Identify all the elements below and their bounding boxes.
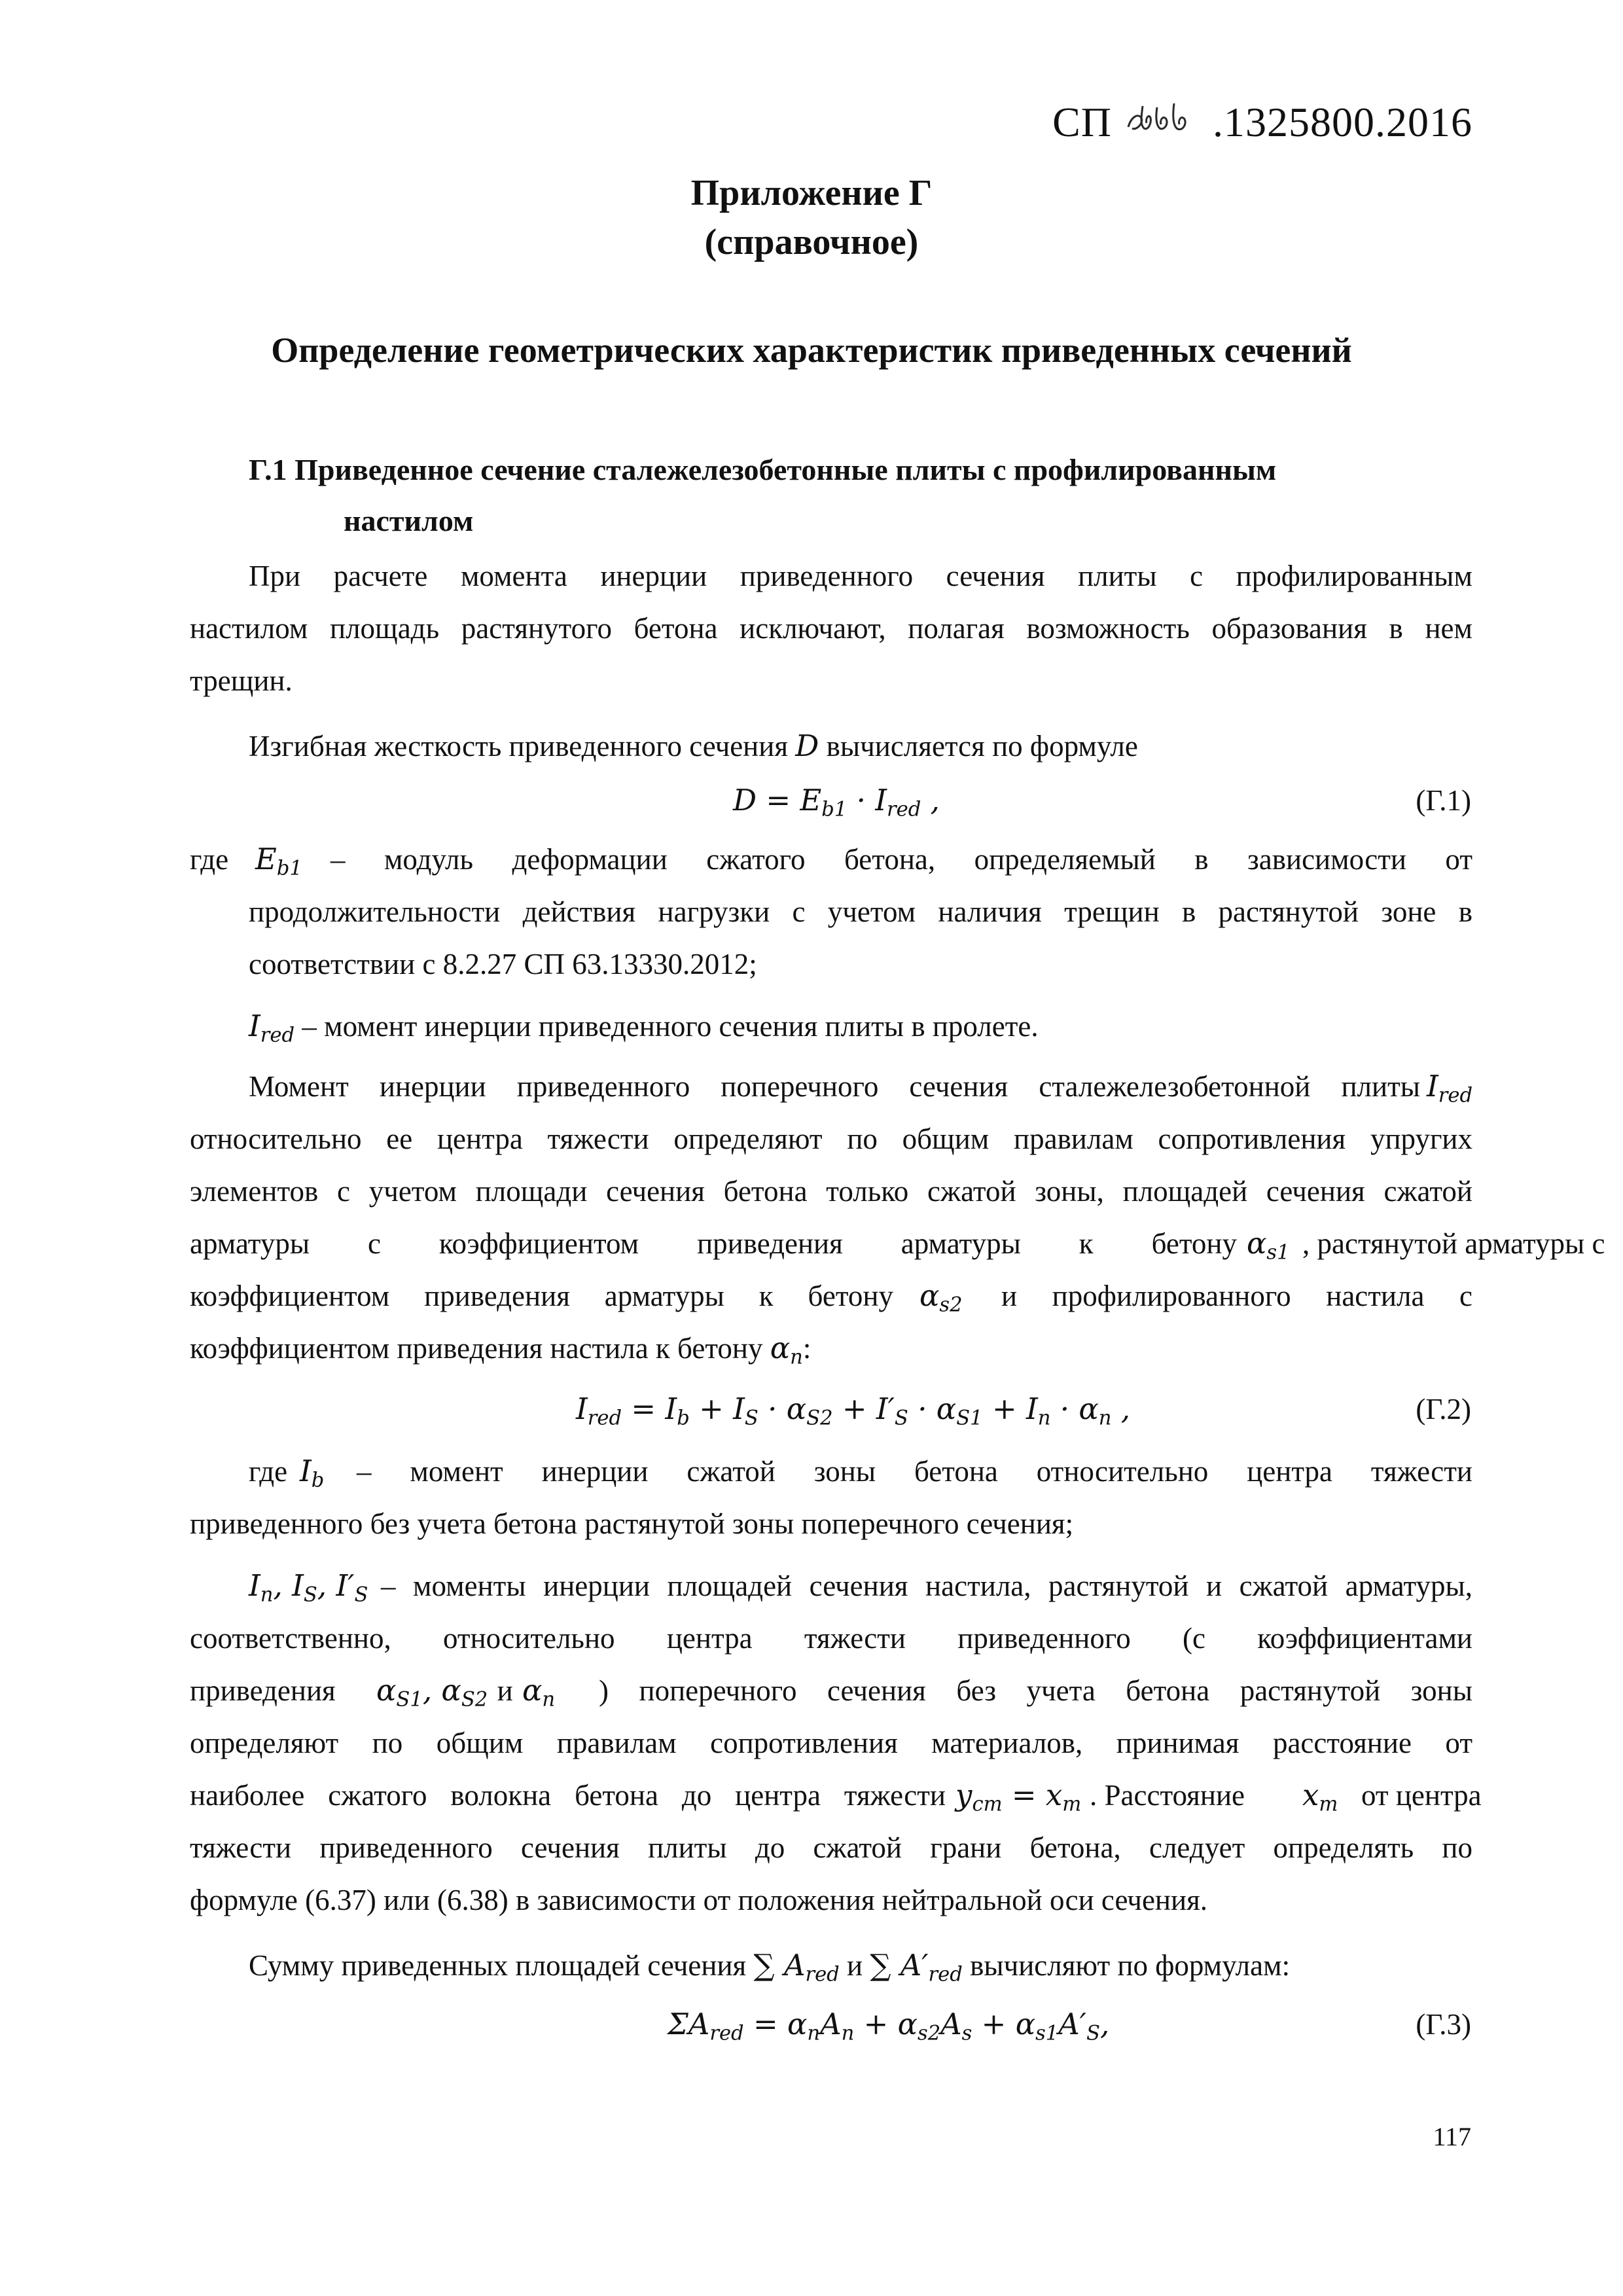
p3-l6b: : bbox=[802, 1332, 812, 1365]
paragraph-4-line-1: – моменты инерции площадей сечения настила, растянутой и сжатой арматуры, bbox=[381, 1570, 1472, 1602]
p3-l5-var bbox=[919, 1278, 963, 1317]
paragraph-2 bbox=[249, 728, 1138, 764]
paragraph-4-line-4: определяют по общим правилам сопротивления материалов, принимая расстояние от bbox=[190, 1727, 1472, 1759]
p3-l4-var bbox=[1247, 1225, 1290, 1265]
where2-text: – момент инерции приведенного сечения плиты в пролете. bbox=[294, 1010, 1039, 1043]
paragraph-1-line-1: При расчете момента инерции приведенного сечения плиты с профилированным bbox=[249, 560, 1472, 592]
where1-var-sub: b1 bbox=[276, 857, 302, 880]
eq1-sub2: red bbox=[887, 798, 921, 821]
code-suffix: .1325800.2016 bbox=[1213, 99, 1472, 145]
where3-label: где bbox=[249, 1455, 288, 1488]
where-label: где bbox=[190, 843, 229, 876]
eq1-text: D = E bbox=[733, 783, 822, 817]
paragraph-1-line-3: трещин. bbox=[190, 664, 293, 697]
eq1-sub1: b1 bbox=[821, 798, 847, 821]
paragraph-4-line-5c: от центра bbox=[1361, 1779, 1482, 1812]
where3-var bbox=[300, 1453, 324, 1490]
paragraph-4-line-3b: ) поперечного сечения без учета бетона растянутой зоны bbox=[599, 1674, 1472, 1707]
equation-3: $\Sigma A_{red} = \alpha_nA_n + \alpha_{s2}A_s + \alpha_{s1}A'_S$, bbox=[668, 2007, 1110, 2045]
where1-var-letter: E bbox=[255, 842, 277, 876]
p5-a: Сумму приведенных площадей сечения bbox=[249, 1949, 754, 1982]
where2-var-sub: red bbox=[260, 1024, 295, 1047]
where1-var bbox=[255, 841, 302, 878]
document-code bbox=[1052, 98, 1472, 145]
equation-1 bbox=[733, 782, 940, 819]
equation-1-number: (Г.1) bbox=[1416, 784, 1471, 817]
where3-line-1: – момент инерции сжатой зоны бетона относительно центра тяжести bbox=[357, 1455, 1472, 1488]
p2-var: D bbox=[795, 728, 819, 763]
where2-var: I bbox=[249, 1009, 260, 1043]
where1-line-3: соответствии с 8.2.27 СП 63.13330.2012; bbox=[249, 948, 757, 980]
p4-l3-vars: $\alpha_{S1}$, $\alpha_{S2}$ и $\alpha_n$ bbox=[376, 1673, 556, 1712]
paragraph-4-line-3a: приведения bbox=[190, 1674, 336, 1707]
handwritten-number bbox=[1123, 98, 1202, 137]
paragraph-3-line-4a: арматуры с коэффициентом приведения арматуры к бетону bbox=[190, 1227, 1237, 1260]
p5-sum1: ∑ $A_{red}$ bbox=[753, 1948, 840, 1986]
p3-l6-var-sub: n bbox=[790, 1346, 803, 1369]
eq1-mid: · I bbox=[847, 783, 887, 817]
p2-before: Изгибная жесткость приведенного сечения bbox=[249, 730, 796, 762]
paragraph-3-line-6 bbox=[190, 1330, 811, 1367]
appendix-subtitle: (справочное) bbox=[704, 222, 919, 262]
p4-l5-var: $x_m$ bbox=[1302, 1778, 1338, 1816]
p3-l6-var: α bbox=[770, 1331, 791, 1365]
p3-l4-var-letter: α bbox=[1247, 1226, 1267, 1261]
handwritten-signature-icon bbox=[1123, 98, 1202, 140]
paragraph-3-line-4b: , растянутой арматуры с bbox=[1302, 1227, 1605, 1260]
where2 bbox=[249, 1008, 1039, 1045]
p2-after: вычисляется по формуле bbox=[819, 730, 1138, 762]
equation-2-number: (Г.2) bbox=[1416, 1393, 1471, 1426]
paragraph-4-line-5a: наиболее сжатого волокна бетона до центра тяжести bbox=[190, 1779, 946, 1812]
paragraph-3-line-5a: коэффициентом приведения арматуры к бетону bbox=[190, 1280, 893, 1312]
paragraph-4-line-5b: . Расстояние bbox=[1090, 1779, 1245, 1812]
subsection-heading-line1: Г.1 Приведенное сечение сталежелезобетонные плиты с профилированным bbox=[249, 453, 1277, 486]
where1-line-1: – модуль деформации сжатого бетона, определяемый в зависимости от bbox=[330, 843, 1472, 876]
equation-2: $I_{red} = I_b + I_S \cdot \alpha_{S2} + I'_S \cdot \alpha_{S1} + I_n \cdot \alpha_n$ , bbox=[576, 1391, 1131, 1430]
appendix-title: Приложение Г bbox=[690, 173, 933, 213]
paragraph-4-line-2: соответственно, относительно центра тяжести приведенного (с коэффициентами bbox=[190, 1622, 1472, 1655]
paragraph-3-line-2: относительно ее центра тяжести определяют по общим правилам сопротивления упругих bbox=[190, 1122, 1472, 1155]
p3-l5-var-sub: s2 bbox=[939, 1293, 963, 1317]
p5-b: и bbox=[839, 1949, 870, 1982]
paragraph-4-line-6: тяжести приведенного сечения плиты до сжатой грани бетона, следует определять по bbox=[190, 1831, 1472, 1864]
paragraph-3-line-3: элементов с учетом площади сечения бетона только сжатой зоны, площадей сечения сжатой bbox=[190, 1175, 1472, 1208]
where3-var-letter: I bbox=[300, 1454, 312, 1488]
code-prefix: СП bbox=[1052, 99, 1112, 145]
where1-line-2: продолжительности действия нагрузки с учетом наличия трещин в растянутой зоне в bbox=[249, 895, 1472, 928]
eq1-tail: , bbox=[921, 783, 940, 817]
paragraph-4-line-7: формуле (6.37) или (6.38) в зависимости от положения нейтральной оси сечения. bbox=[190, 1884, 1208, 1916]
p5-sum2: ∑ $A'_{red}$ bbox=[870, 1948, 963, 1986]
paragraph-5 bbox=[249, 1947, 1290, 1984]
equation-3-number: (Г.3) bbox=[1416, 2008, 1471, 2041]
p3-l5-var-letter: α bbox=[919, 1278, 940, 1313]
paragraph-1-line-2: настилом площадь растянутого бетона исключают, полагая возможность образования в нем bbox=[190, 612, 1472, 645]
page-number: 117 bbox=[1433, 2122, 1471, 2151]
paragraph-3-line-5b: и профилированного настила с bbox=[1001, 1280, 1472, 1312]
p3-l1-var-sub: red bbox=[1438, 1084, 1473, 1107]
subsection-heading-line2: настилом bbox=[344, 504, 474, 537]
p3-l4-var-sub: s1 bbox=[1266, 1241, 1290, 1265]
section-heading: Определение геометрических характеристик приведенных сечений bbox=[271, 331, 1352, 370]
p3-l1-var bbox=[1427, 1068, 1472, 1105]
where3-var-sub: b bbox=[311, 1469, 325, 1492]
p4-l5-formula: $y_{cm} = x_m$ bbox=[955, 1778, 1082, 1816]
paragraph-3-line-1: Момент инерции приведенного поперечного сечения сталежелезобетонной плиты bbox=[249, 1070, 1420, 1103]
where3-line-2: приведенного без учета бетона растянутой зоны поперечного сечения; bbox=[190, 1507, 1074, 1540]
p5-c: вычисляют по формулам: bbox=[962, 1949, 1291, 1982]
p3-l6a: коэффициентом приведения настила к бетону bbox=[190, 1332, 770, 1365]
p3-l1-var-letter: I bbox=[1427, 1069, 1438, 1103]
p4-vars: $I_n$, $I_S$, $I'_S$ bbox=[249, 1568, 368, 1607]
